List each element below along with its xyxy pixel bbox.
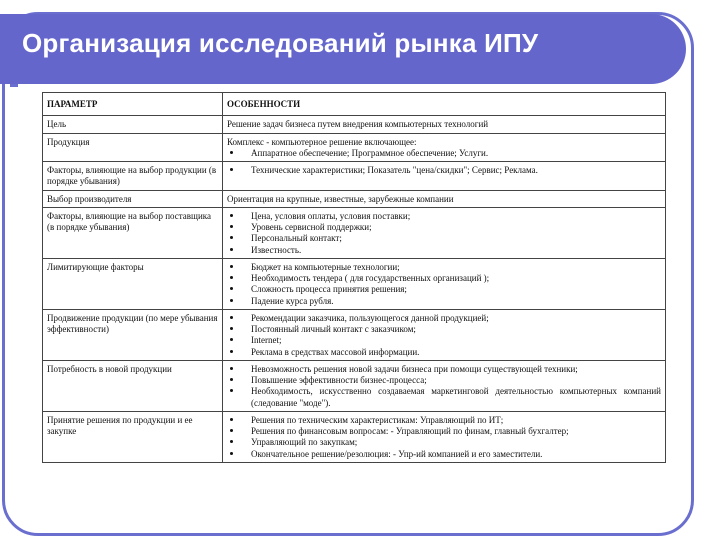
list-item-text: Решения по техническим характеристикам: Управляющий по ИТ; bbox=[251, 414, 504, 425]
list-item-text: Уровень сервисной поддержки; bbox=[251, 222, 372, 232]
table-row bbox=[43, 116, 666, 133]
bullet-icon bbox=[230, 327, 233, 330]
list-item-text: Реклама в средствах массовой информации. bbox=[251, 346, 420, 357]
list-item-text: Падение курса рубля. bbox=[251, 295, 334, 306]
list-item-text: Аппаратное обеспечение; Программное обеспечение; Услуги. bbox=[251, 147, 489, 158]
list-item-text: Окончательное решение/резолюция: - Упр-ий компанией и его заместители. bbox=[251, 448, 543, 459]
features-list bbox=[227, 262, 661, 307]
features-list bbox=[227, 165, 661, 176]
bullet-icon bbox=[230, 214, 233, 217]
list-item bbox=[227, 364, 661, 375]
list-item bbox=[227, 449, 661, 460]
list-item bbox=[227, 284, 661, 295]
bullet-icon bbox=[230, 338, 233, 341]
parameters-table bbox=[42, 92, 666, 463]
list-item bbox=[227, 324, 661, 335]
list-item bbox=[227, 347, 661, 358]
list-item-text: Известность. bbox=[251, 244, 302, 255]
features-list bbox=[227, 211, 661, 256]
list-item bbox=[227, 415, 661, 426]
list-item-text: Персональный контакт; bbox=[251, 233, 342, 244]
bullet-icon bbox=[230, 367, 233, 370]
bullet-icon bbox=[230, 225, 233, 228]
list-item-text: Повышение эффективности бизнес-процесса; bbox=[251, 375, 427, 385]
list-item bbox=[227, 262, 661, 273]
list-item bbox=[227, 222, 661, 233]
list-item bbox=[227, 335, 661, 346]
list-item bbox=[227, 165, 661, 176]
table-row bbox=[43, 190, 666, 207]
bullet-icon bbox=[230, 265, 233, 268]
list-item bbox=[227, 245, 661, 256]
list-item-text: Рекомендации заказчика, пользующегося данной продукцией; bbox=[251, 312, 489, 323]
bullet-icon bbox=[230, 316, 233, 319]
features-intro: Ориентация на крупные, известные, зарубежные компании bbox=[227, 193, 454, 204]
table-header-row bbox=[43, 93, 666, 116]
parameter-cell: Продвижение продукции (по мере убывания эффективности) bbox=[43, 309, 223, 360]
table-row bbox=[43, 411, 666, 462]
list-item-text: Internet; bbox=[251, 335, 282, 346]
features-list bbox=[227, 415, 661, 460]
bullet-icon bbox=[230, 418, 233, 421]
features-cell bbox=[223, 309, 666, 360]
list-item-text: Постоянный личный контакт с заказчиком; bbox=[251, 324, 416, 334]
bullet-icon bbox=[230, 248, 233, 251]
features-cell bbox=[223, 162, 666, 191]
bullet-icon bbox=[230, 440, 233, 443]
parameter-cell: Выбор производителя bbox=[43, 190, 223, 207]
list-item-text: Бюджет на компьютерные технологии; bbox=[251, 261, 400, 272]
slide-title: Организация исследований рынка ИПУ bbox=[22, 28, 539, 58]
list-item bbox=[227, 211, 661, 222]
table-body bbox=[43, 116, 666, 463]
bullet-icon bbox=[230, 350, 233, 353]
bullet-icon bbox=[230, 378, 233, 381]
list-item bbox=[227, 296, 661, 307]
list-item bbox=[227, 148, 661, 159]
header-parameter: ПАРАМЕТР bbox=[43, 93, 223, 116]
list-item bbox=[227, 233, 661, 244]
header-features: ОСОБЕННОСТИ bbox=[223, 93, 666, 116]
list-item-text: Решения по финансовым вопросам: - Управляющий по финам, главный бухгалтер; bbox=[251, 426, 569, 436]
parameter-cell: Потребность в новой продукции bbox=[43, 360, 223, 411]
features-cell bbox=[223, 258, 666, 309]
parameter-cell: Факторы, влияющие на выбор продукции (в порядке убывания) bbox=[43, 162, 223, 191]
features-cell bbox=[223, 207, 666, 258]
table-row bbox=[43, 309, 666, 360]
table-row bbox=[43, 360, 666, 411]
list-item-text: Цена, условия оплаты, условия поставки; bbox=[251, 210, 411, 221]
bullet-icon bbox=[230, 452, 233, 455]
bullet-icon bbox=[230, 389, 233, 392]
list-item bbox=[227, 375, 661, 386]
list-item-text: Необходимость, искусственно создаваемая маркетинговой деятельностью компьютерных компаний (следование "моде"). bbox=[251, 386, 661, 408]
list-item-text: Сложность процесса принятия решения; bbox=[251, 284, 407, 295]
bullet-icon bbox=[230, 429, 233, 432]
parameter-cell: Принятие решения по продукции и ее закупке bbox=[43, 411, 223, 462]
bullet-icon bbox=[230, 276, 233, 279]
bullet-icon bbox=[230, 168, 233, 171]
title-underline-mark bbox=[10, 84, 18, 87]
parameter-cell: Цель bbox=[43, 116, 223, 133]
list-item-text: Управляющий по закупкам; bbox=[251, 437, 358, 448]
features-cell bbox=[223, 360, 666, 411]
features-cell bbox=[223, 190, 666, 207]
list-item bbox=[227, 386, 661, 409]
list-item bbox=[227, 313, 661, 324]
list-item-text: Технические характеристики; Показатель "цена/скидки"; Сервис; Реклама. bbox=[251, 165, 538, 175]
features-intro: Решение задач бизнеса путем внедрения компьютерных технологий bbox=[227, 119, 489, 130]
features-list bbox=[227, 364, 661, 409]
bullet-icon bbox=[230, 287, 233, 290]
features-cell bbox=[223, 133, 666, 162]
table-row bbox=[43, 162, 666, 191]
list-item-text: Необходимость тендера ( для государственных организаций ); bbox=[251, 273, 490, 283]
parameter-cell: Лимитирующие факторы bbox=[43, 258, 223, 309]
parameter-cell: Факторы, влияющие на выбор поставщика (в порядке убывания) bbox=[43, 207, 223, 258]
table-row bbox=[43, 133, 666, 162]
list-item bbox=[227, 437, 661, 448]
bullet-icon bbox=[230, 299, 233, 302]
table-row bbox=[43, 207, 666, 258]
list-item bbox=[227, 273, 661, 284]
list-item-text: Невозможность решения новой задачи бизнеса при помощи существующей техники; bbox=[251, 363, 578, 374]
bullet-icon bbox=[230, 151, 233, 154]
parameter-cell: Продукция bbox=[43, 133, 223, 162]
bullet-icon bbox=[230, 236, 233, 239]
features-list bbox=[227, 313, 661, 358]
features-list bbox=[227, 148, 661, 159]
features-intro: Комплекс - компьютерное решение включающее: bbox=[227, 136, 417, 147]
features-cell bbox=[223, 411, 666, 462]
list-item bbox=[227, 426, 661, 437]
table-row bbox=[43, 258, 666, 309]
features-cell bbox=[223, 116, 666, 133]
